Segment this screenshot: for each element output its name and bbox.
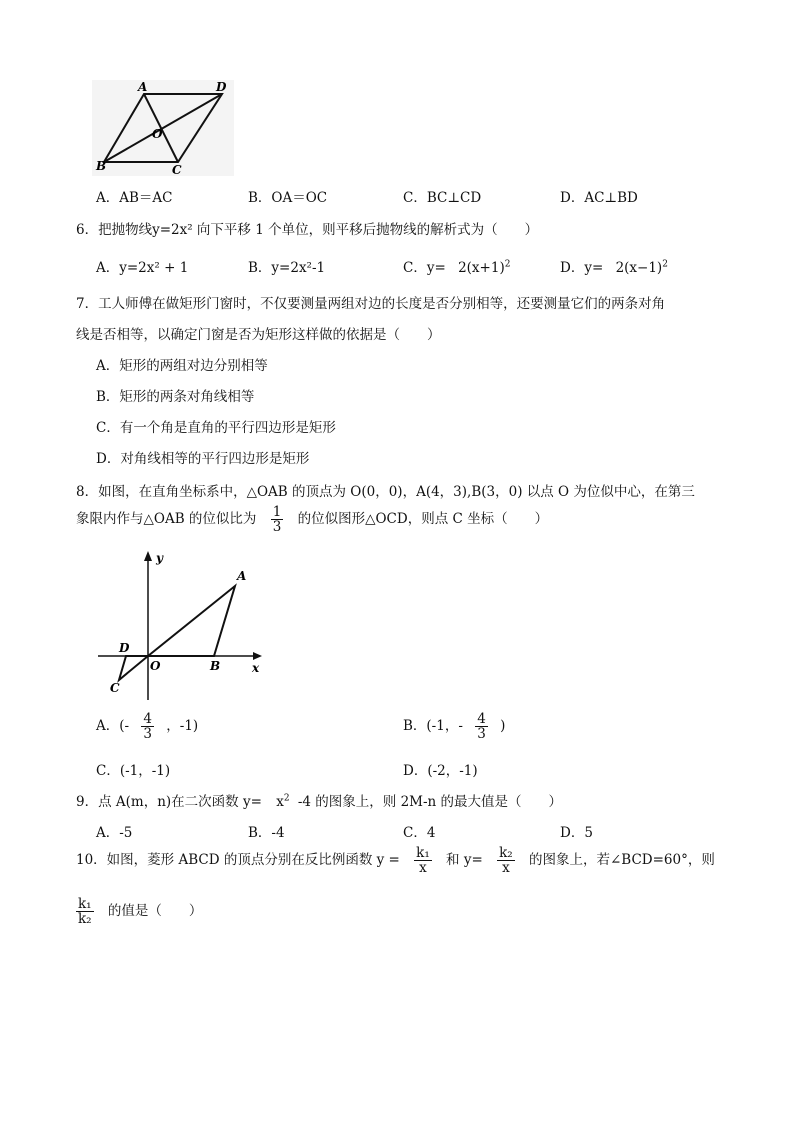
q6-option-a[interactable]: A．y=2x² + 1 [96, 260, 189, 276]
q5-option-c[interactable]: C．BC⊥CD [403, 190, 482, 206]
q8-option-d[interactable]: D．(-2，-1) [403, 763, 478, 779]
q5-option-b[interactable]: B．OA＝OC [248, 190, 328, 206]
q8-ratio-den: 3 [272, 519, 282, 536]
q10-frac2 [497, 846, 515, 875]
q10-ratio-num: k₁ [78, 896, 92, 912]
q9-option-d[interactable]: D．5 [560, 825, 593, 841]
q10-stem-post: 的图象上，若∠BCD=60°，则 [528, 852, 715, 869]
coordinate-figure [92, 548, 272, 703]
q9-stem-pre: 9．点 A(m，n)在二次函数 y= [76, 794, 262, 810]
q8-ratio-fraction [271, 505, 284, 534]
point-C-label: C [110, 681, 120, 695]
axis-x-label: x [252, 661, 260, 675]
label-B: B [96, 159, 107, 173]
q10-ratio-den: k₂ [78, 911, 92, 928]
q8-option-a[interactable] [96, 712, 198, 741]
point-A-label: A [237, 569, 247, 583]
q9-stem-exp: 2 [283, 793, 290, 804]
q8-option-c[interactable]: C．(-1，-1) [96, 763, 171, 779]
q7-option-c[interactable]: C．有一个角是直角的平行四边形是矩形 [96, 420, 336, 436]
q6-option-c[interactable] [403, 256, 510, 276]
q9-option-c[interactable]: C．4 [403, 825, 436, 841]
q6-option-d-prefix: D．y= [560, 260, 604, 276]
q10-line2-post: 的值是（ ） [107, 903, 203, 920]
q6-option-d[interactable] [560, 256, 668, 276]
q10-frac1 [414, 846, 432, 875]
q6-option-c-expr: 2(x+1) [458, 260, 505, 276]
q8-stem-line1: 8．如图，在直角坐标系中，△OAB 的顶点为 O(0，0)，A(4，3),B(3，0) 以点 O 为位似中心，在第三 [76, 484, 695, 500]
q6-stem: 6．把抛物线y=2x² 向下平移 1 个单位，则平移后抛物线的解析式为（ ） [76, 222, 539, 238]
q9-stem-x: x [276, 794, 284, 810]
q8-option-b-pre: B．(-1，- [403, 718, 463, 735]
q10-frac2-num: k₂ [499, 845, 513, 861]
q9-stem [76, 790, 562, 810]
q8-stem-line2-post: 的位似图形△OCD，则点 C 坐标（ ） [297, 511, 549, 528]
label-O: O [152, 127, 163, 141]
q8-stem-line2-pre: 象限内作与△OAB 的位似比为 [76, 511, 257, 528]
q7-option-b[interactable]: B．矩形的两条对角线相等 [96, 389, 255, 405]
q8-option-a-fraction [141, 712, 154, 741]
axis-y-label: y [156, 551, 163, 565]
q8-option-b-fraction [475, 712, 488, 741]
q8-option-a-num: 4 [143, 711, 152, 727]
q8-ratio-num: 1 [272, 504, 282, 520]
q8-option-b-num: 4 [477, 711, 486, 727]
q6-option-c-exp: 2 [504, 259, 511, 270]
q6-option-d-expr: 2(x−1) [615, 260, 663, 276]
origin-O-label: O [150, 659, 161, 673]
q10-frac1-den: x [414, 860, 432, 875]
q8-stem-line2 [76, 505, 548, 534]
q10-frac2-den: x [497, 860, 515, 875]
q7-stem-line1: 7．工人师傅在做矩形门窗时，不仅要测量两组对边的长度是否分别相等，还要测量它们的两条对角 [76, 296, 666, 312]
q10-ratio-frac [76, 897, 94, 926]
label-C: C [172, 163, 182, 177]
q6-option-b[interactable]: B．y=2x²-1 [248, 260, 326, 276]
q6-option-c-prefix: C．y= [403, 260, 446, 276]
parallelogram-figure [88, 78, 238, 178]
q7-stem-line2: 线是否相等，以确定门窗是否为矩形这样做的依据是（ ） [76, 327, 441, 343]
q9-stem-post: -4 的图象上，则 2M-n 的最大值是（ ） [297, 794, 563, 810]
point-B-label: B [210, 659, 221, 673]
q8-option-b[interactable] [403, 712, 505, 741]
q9-option-a[interactable]: A．-5 [96, 825, 133, 841]
q10-stem-pre: 10．如图，菱形 ABCD 的顶点分别在反比例函数 y = [76, 852, 400, 869]
q7-option-a[interactable]: A．矩形的两组对边分别相等 [96, 358, 268, 374]
q8-option-a-post: ，-1) [166, 718, 199, 735]
label-A: A [138, 80, 148, 94]
q9-option-b[interactable]: B．-4 [248, 825, 285, 841]
q8-option-a-den: 3 [143, 726, 152, 743]
q10-stem-mid: 和 y= [446, 852, 483, 869]
q7-option-d[interactable]: D．对角线相等的平行四边形是矩形 [96, 451, 310, 467]
q6-option-d-exp: 2 [662, 259, 668, 270]
label-D: D [216, 80, 227, 94]
point-D-label: D [119, 641, 130, 655]
q10-frac1-num: k₁ [416, 845, 430, 861]
q8-option-a-pre: A．(- [96, 718, 130, 735]
q5-option-a[interactable]: A．AB＝AC [96, 190, 173, 206]
q8-option-b-den: 3 [477, 726, 486, 743]
q5-option-d[interactable]: D．AC⊥BD [560, 190, 638, 206]
q10-stem-line2 [76, 897, 202, 926]
q8-option-b-post: ) [500, 718, 506, 735]
q10-stem-line1 [76, 846, 715, 875]
